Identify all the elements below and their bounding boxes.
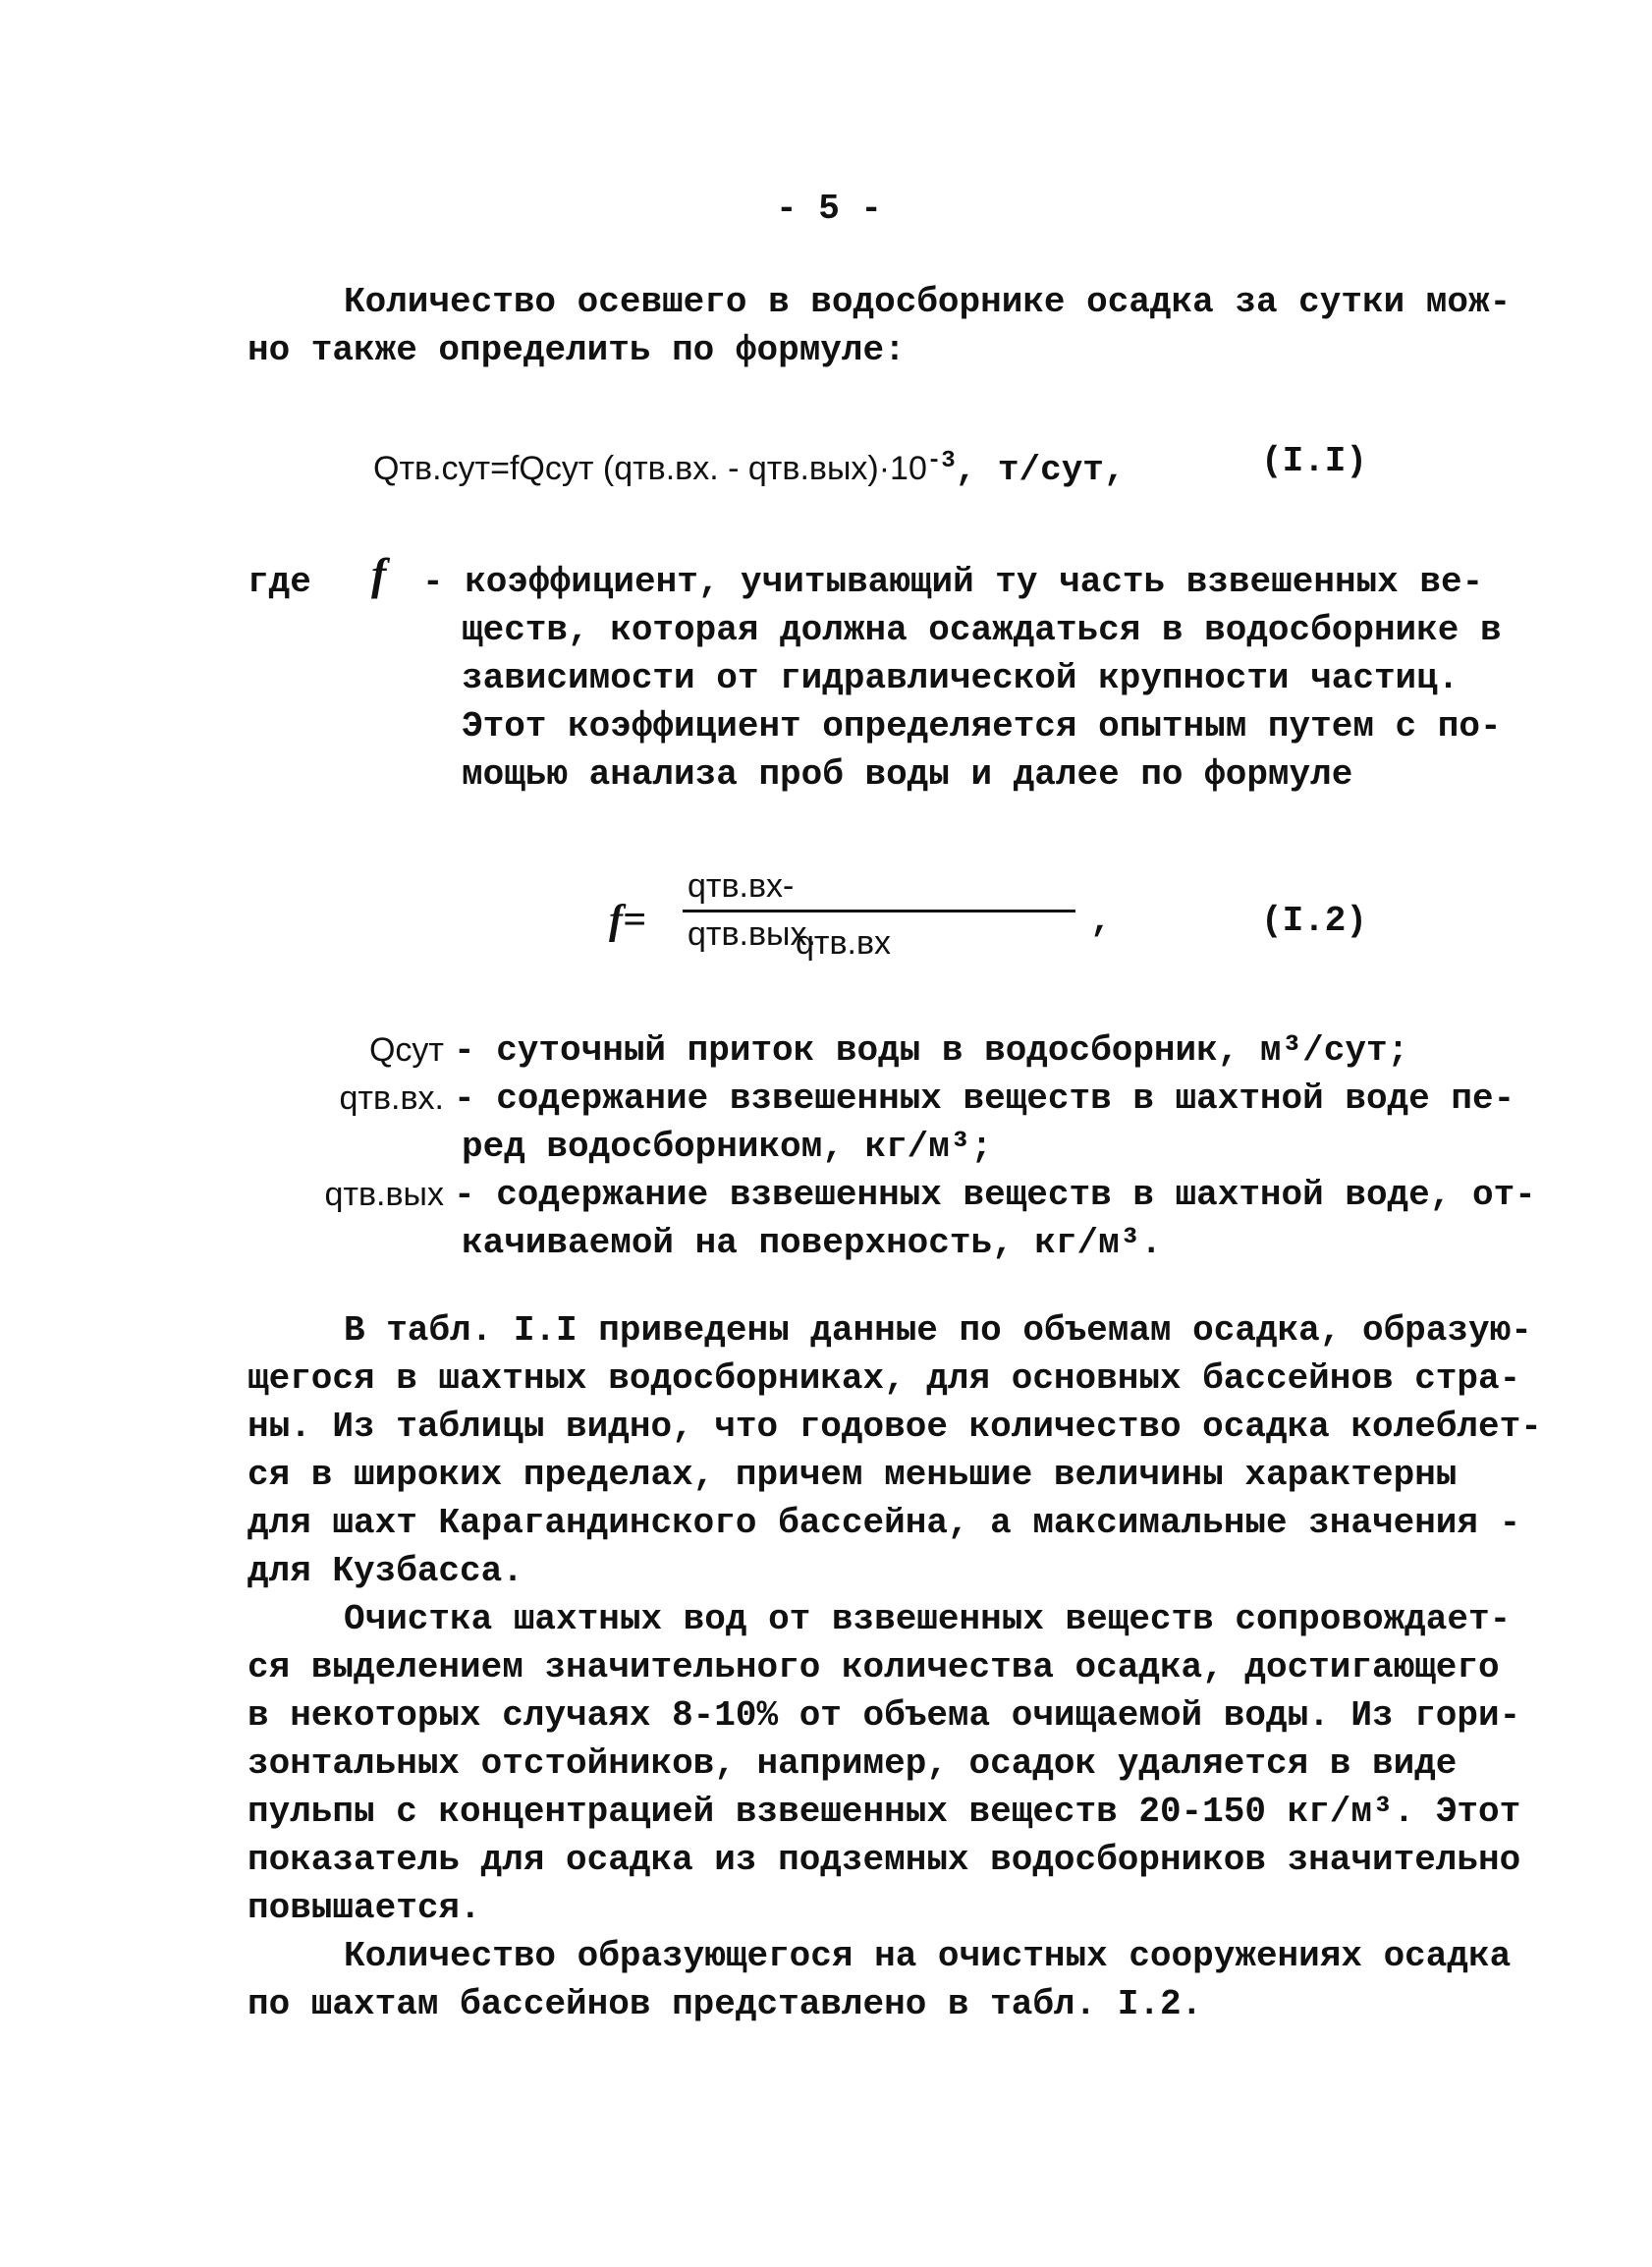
paragraph-3-line-1: Количество образующегося на очистных сооружениях осадка bbox=[344, 1936, 1512, 1976]
definition-line: - суточный приток воды в водосборник, м³/сут; bbox=[454, 1030, 1409, 1071]
definition-line: - содержание взвешенных веществ в шахтной воде, от- bbox=[454, 1175, 1536, 1215]
definition-line: ред водосборником, кг/м³; bbox=[462, 1127, 993, 1167]
intro-line-2: но также определить по формуле: bbox=[248, 330, 906, 370]
paragraph-1-line-1: В табл. I.I приведены данные по объемам осадка, образую- bbox=[344, 1310, 1532, 1351]
formula-1-units: , т/сут, bbox=[955, 450, 1126, 490]
where-label: где bbox=[248, 562, 311, 602]
paragraph-1-line-3: ны. Из таблицы видно, что годовое количество осадка колеблет- bbox=[248, 1407, 1542, 1447]
paragraph-2-line-4: зонтальных отстойников, например, осадок удаляется в виде bbox=[248, 1743, 1458, 1784]
formula-2-numerator: qтв.вх- qтв.вых. bbox=[688, 867, 816, 953]
definition-symbol-qsut: Qсут bbox=[368, 1031, 444, 1069]
formula-1-expression: Qтв.сут=fQсут (qтв.вх. - qтв.вых)·10 bbox=[373, 450, 927, 487]
f-definition-line-4: Этот коэффициент определяется опытным путем с по- bbox=[462, 706, 1502, 746]
paragraph-1-line-6: для Кузбасса. bbox=[248, 1551, 523, 1591]
definition-line: качиваемой на поверхность, кг/м³. bbox=[462, 1223, 1162, 1263]
f-symbol: f bbox=[371, 549, 387, 599]
paragraph-1-line-2: щегося в шахтных водосборниках, для основных бассейнов стра- bbox=[248, 1358, 1521, 1399]
definition-symbol-qtv-vyx: qтв.вых bbox=[324, 1176, 444, 1213]
formula-1-number: (I.I) bbox=[1260, 441, 1367, 481]
paragraph-1-line-4: ся в широких пределах, причем меньшие величины характерны bbox=[248, 1455, 1458, 1495]
paragraph-2-line-5: пульпы с концентрацией взвешенных веществ 20-150 кг/м³. Этот bbox=[248, 1792, 1521, 1832]
paragraph-3-line-2: по шахтам бассейнов представлено в табл. I.2. bbox=[248, 1984, 1203, 2024]
formula-2-number: (I.2) bbox=[1260, 901, 1367, 941]
formula-1-exponent: -3 bbox=[926, 448, 956, 474]
paragraph-1-line-5: для шахт Карагандинского бассейна, а максимальные значения - bbox=[248, 1503, 1521, 1543]
f-definition-line-5: мощью анализа проб воды и далее по формуле bbox=[462, 754, 1353, 795]
definition-line: - содержание взвешенных веществ в шахтной воде пе- bbox=[454, 1078, 1515, 1119]
f-definition-line-3: зависимости от гидравлической крупности частиц. bbox=[462, 658, 1459, 698]
paragraph-2-line-6: показатель для осадка из подземных водосборников значительно bbox=[248, 1840, 1521, 1880]
paragraph-2-line-7: повышается. bbox=[248, 1888, 481, 1928]
paragraph-2-line-1: Очистка шахтных вод от взвешенных веществ сопровождает- bbox=[344, 1599, 1512, 1639]
f-definition-line-2: ществ, которая должна осаждаться в водосборнике в bbox=[462, 610, 1502, 650]
formula-2-lhs: f= bbox=[609, 898, 646, 943]
page-number: - 5 - bbox=[776, 189, 883, 229]
intro-line-1: Количество осевшего в водосборнике осадка за сутки мож- bbox=[344, 282, 1512, 322]
paragraph-2-line-2: ся выделением значительного количества осадка, достигающего bbox=[248, 1647, 1500, 1687]
paragraph-2-line-3: в некоторых случаях 8-10% от объема очищаемой воды. Из гори- bbox=[248, 1695, 1521, 1736]
formula-2-comma: , bbox=[1090, 901, 1112, 941]
formula-2-denominator: qтв.вх bbox=[796, 924, 892, 962]
formula-1 bbox=[373, 437, 1126, 494]
f-definition-line-1: - коэффициент, учитывающий ту часть взвешенных ве- bbox=[422, 562, 1484, 602]
definition-symbol-qtv-vx: qтв.вх. bbox=[339, 1079, 444, 1117]
fraction-bar bbox=[683, 910, 1075, 912]
